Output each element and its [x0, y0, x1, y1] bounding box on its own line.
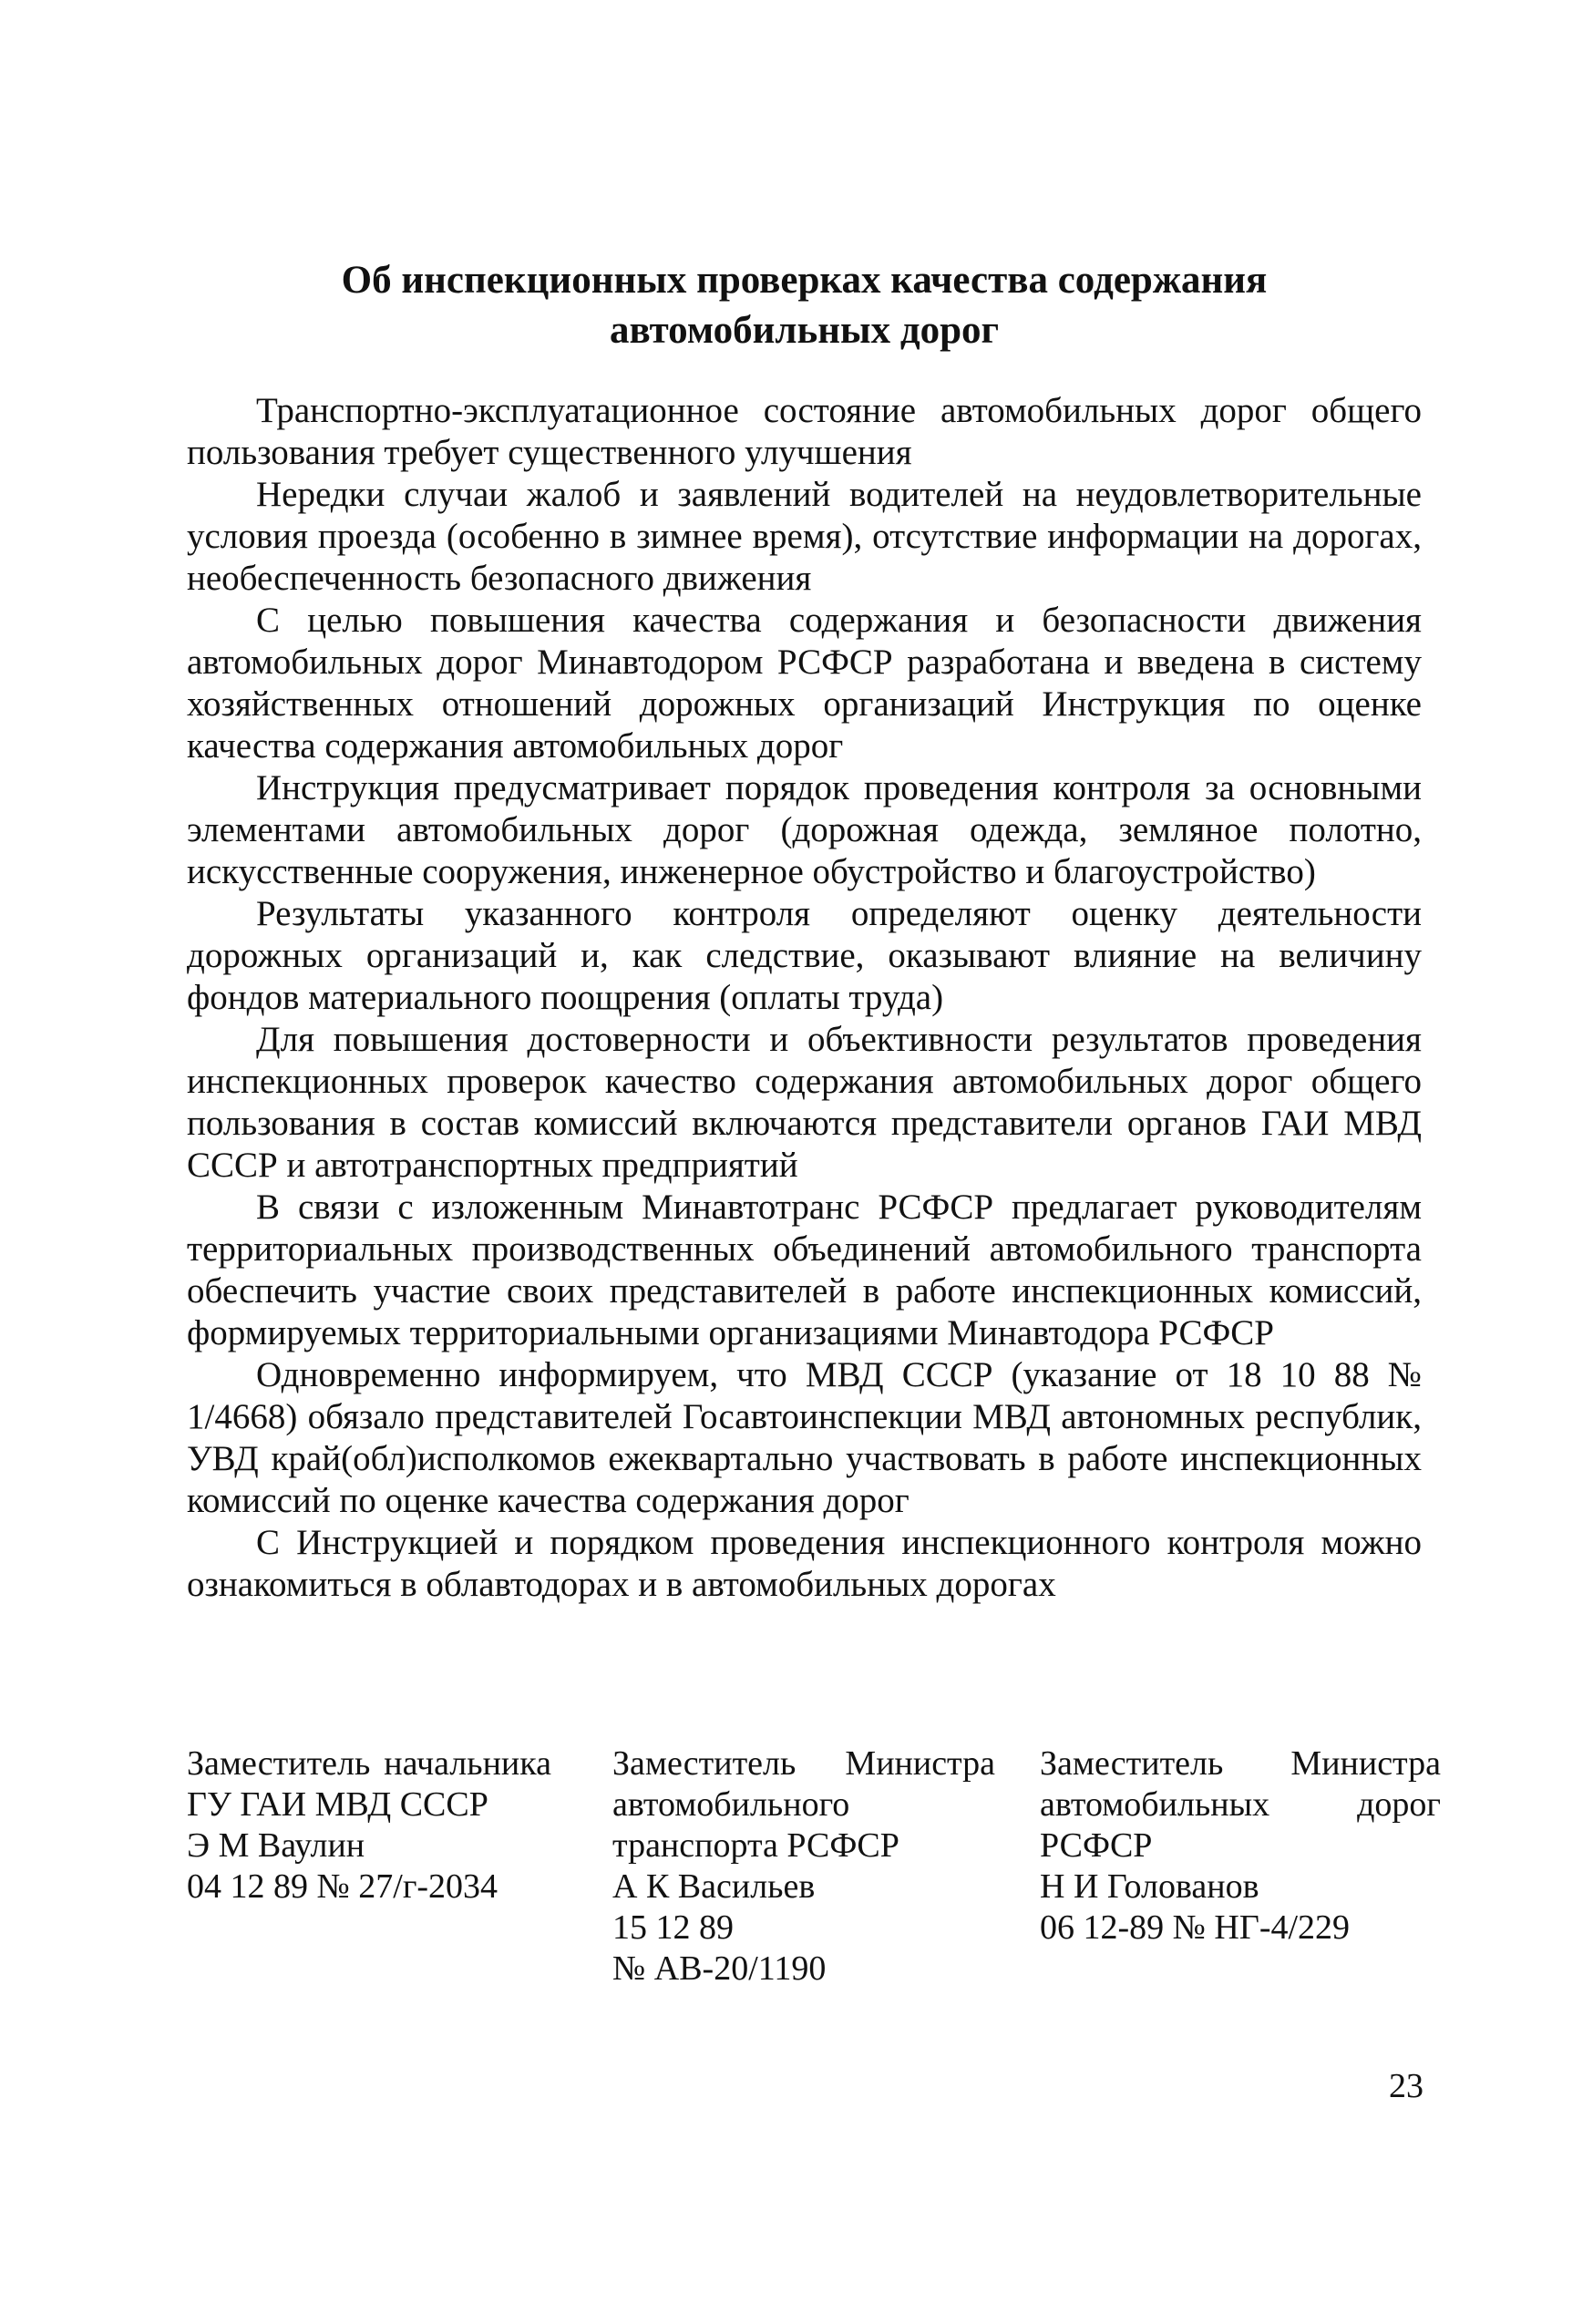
document-title	[187, 255, 1422, 355]
page-number: 23	[1389, 2067, 1423, 2105]
signature-block-minavtotrans	[612, 1743, 995, 1990]
paragraph: Для повышения достоверности и объективности результатов проведения инспекционных проверок качество содержания автомобильных дорог общего пользования в состав комиссий включаются представители органов ГАИ МВД СССР и автотранспортных предприятий	[187, 1020, 1422, 1185]
paragraph: Транспортно-эксплуатационное состояние автомобильных дорог общего пользования требует существенного улучшения	[187, 391, 1422, 472]
signatory-position: Заместитель Министра автомобильных дорог РСФСР	[1040, 1744, 1441, 1865]
paragraph: Инструкция предусматривает порядок проведения контроля за основными элементами автомобильных дорог (дорожная одежда, земляное полотно, искусственные сооружения, инженерное обустройство и благоустройство)	[187, 768, 1422, 891]
signatory-name: А К Васильев	[612, 1867, 816, 1906]
signature-block-minavtodor	[1040, 1743, 1441, 1949]
signatory-date-number: 15 12 89	[612, 1908, 734, 1947]
signatory-date-number: 06 12-89 № НГ-4/229	[1040, 1908, 1351, 1947]
title-line-1: Об инспекционных проверках качества содержания	[341, 259, 1268, 302]
signatory-date-number: 04 12 89 № 27/г-2034	[187, 1867, 498, 1906]
signatory-reg-number: № АВ-20/1190	[612, 1949, 827, 1988]
paragraph: С целью повышения качества содержания и безопасности движения автомобильных дорог Минавтодором РСФСР разработана и введена в систему хозяйственных отношений дорожных организаций Инструкция по оценке качества содержания автомобильных дорог	[187, 601, 1422, 766]
paragraph: Нередки случаи жалоб и заявлений водителей на неудовлетворительные условия проезда (особенно в зимнее время), отсутствие информации на дорогах, необеспеченность безопасного движения	[187, 475, 1422, 598]
paragraph: Результаты указанного контроля определяют оценку деятельности дорожных организаций и, как следствие, оказывают влияние на величину фондов материального поощрения (оплаты труда)	[187, 894, 1422, 1017]
signature-block-gai	[187, 1743, 551, 1908]
paragraph: Одновременно информируем, что МВД СССР (указание от 18 10 88 № 1/4668) обязало представителей Госавтоинспекции МВД автономных республик, УВД край(обл)исполкомов ежеквартально участвовать в работе инспекционных комиссий по оценке качества содержания дорог	[187, 1355, 1422, 1520]
document-body	[187, 390, 1422, 1606]
paragraph: С Инструкцией и порядком проведения инспекционного контроля можно ознакомиться в облавтодорах и в автомобильных дорогах	[187, 1523, 1422, 1604]
signatory-name: Э М Ваулин	[187, 1826, 365, 1865]
signatory-position: Заместитель Министра автомобильного транспорта РСФСР	[612, 1744, 995, 1865]
title-line-2: автомобильных дорог	[609, 309, 1000, 352]
signatory-name: Н И Голованов	[1040, 1867, 1259, 1906]
paragraph: В связи с изложенным Минавтотранс РСФСР предлагает руководителям территориальных производственных объединений автомобильного транспорта обеспечить участие своих представителей в работе инспекционных комиссий, формируемых территориальными организациями Минавтодора РСФСР	[187, 1188, 1422, 1352]
signatory-position: Заместитель начальника ГУ ГАИ МВД СССР	[187, 1744, 551, 1824]
